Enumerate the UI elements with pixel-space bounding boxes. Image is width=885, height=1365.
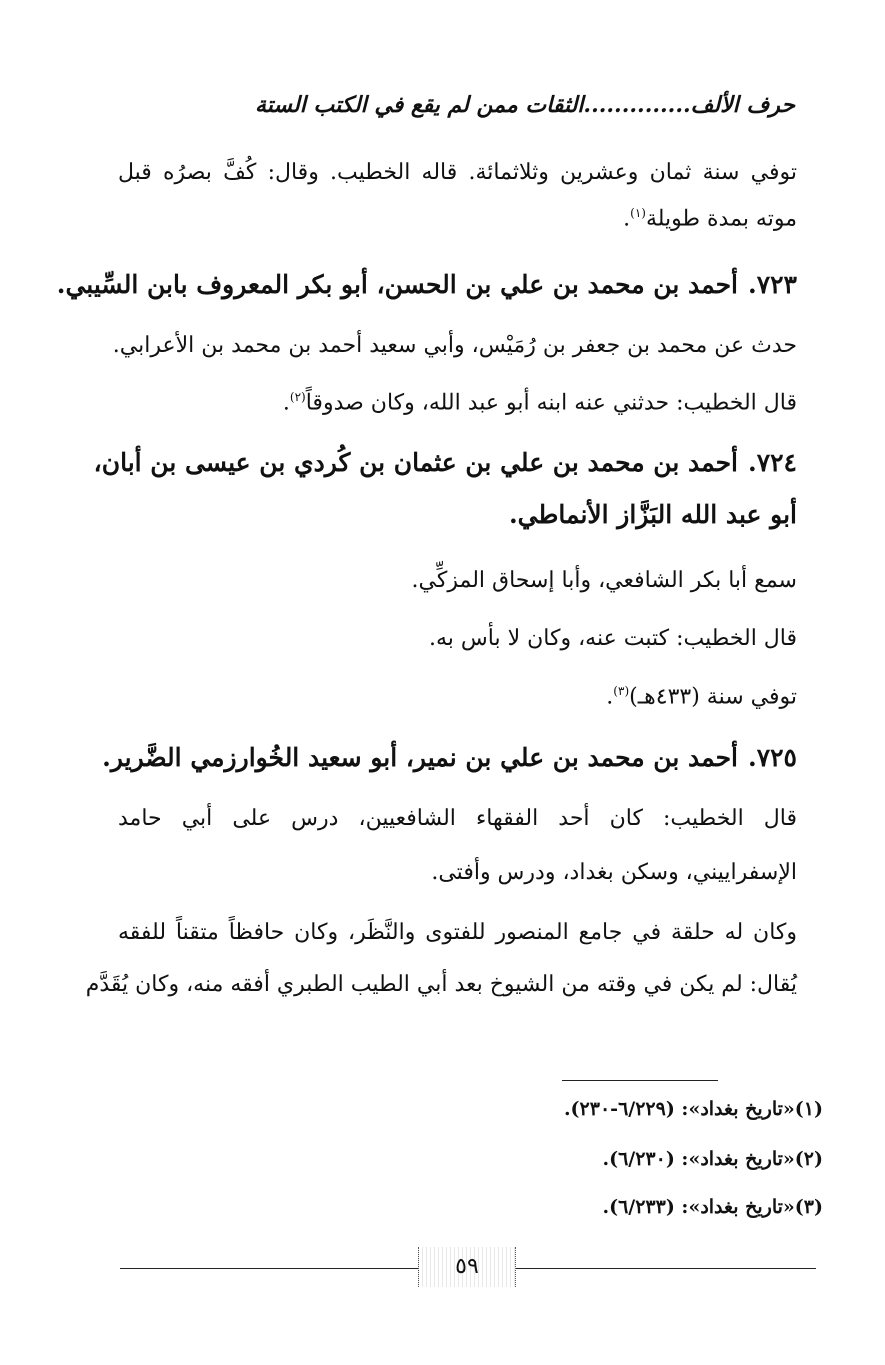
intro-line-2-end: . xyxy=(623,206,631,232)
footnote-separator xyxy=(562,1080,718,1081)
entry-723-line-1: حدث عن محمد بن جعفر بن رُمَيْس، وأبي سعيد أحمد بن محمد بن الأعرابي. xyxy=(112,333,797,358)
footnote-3: (٣)«تاريخ بغداد»: (٦/٢٣٣). xyxy=(602,1196,823,1218)
entry-number: ٧٢٥. xyxy=(747,743,797,772)
entry-724-line-2: قال الخطيب: كتبت عنه، وكان لا بأس به. xyxy=(429,626,797,651)
entry-724-line-1: سمع أبا بكر الشافعي، وأبا إسحاق المزكِّي. xyxy=(411,568,797,593)
bottom-rule-right xyxy=(514,1268,816,1269)
entry-title: أحمد بن محمد بن علي بن الحسن، أبو بكر المعروف بابن السِّيبي. xyxy=(56,270,738,299)
intro-line-2 xyxy=(118,206,797,233)
entry-725-line-2: الإسفراييني، وسكن بغداد، ودرس وأفتى. xyxy=(431,860,797,885)
entry-title-line-1: أحمد بن محمد بن علي بن عثمان بن كُردي بن عيسى بن أبان، xyxy=(93,448,738,477)
entry-title: أحمد بن محمد بن علي بن نمير، أبو سعيد الخُوارزمي الضَّرير. xyxy=(102,743,738,772)
footnote-ref-1: (١) xyxy=(630,206,646,220)
entry-725-line-4: يُقال: لم يكن في وقته من الشيوخ بعد أبي الطيب الطبري أفقه منه، وكان يُقَدَّم xyxy=(85,972,797,997)
entry-723-line-2: قال الخطيب: حدثني عنه ابنه أبو عبد الله، وكان صدوقاً$^{(٢)}$. xyxy=(282,390,797,416)
header-chapter: حرف الألف xyxy=(690,92,795,118)
intro-line-1: توفي سنة ثمان وعشرين وثلاثمائة. قاله الخطيب. وقال: كُفَّ بصرُه قبل xyxy=(118,160,797,185)
footnote-1: (١)«تاريخ بغداد»: (٦/٢٢٩-٢٣٠). xyxy=(563,1098,823,1120)
entry-724-line-3: توفي سنة (٤٣٣هـ)$^{(٣)}$. xyxy=(606,684,797,710)
footnote-ref-3: (٣) xyxy=(613,684,630,698)
page-number: ٥٩ xyxy=(418,1247,516,1287)
entry-724-title-line-2: أبو عبد الله البَزَّاز الأنماطي. xyxy=(508,500,797,529)
header-book-title: الثقات ممن لم يقع في الكتب الستة xyxy=(254,92,584,118)
footnote-ref-2: (٢) xyxy=(289,390,306,404)
intro-line-2-text: موته بمدة طويلة xyxy=(645,206,797,232)
bottom-rule-left xyxy=(120,1268,418,1269)
entry-number: ٧٢٤. xyxy=(747,448,797,477)
running-header xyxy=(140,92,795,118)
entry-number: ٧٢٣. xyxy=(747,270,797,299)
entry-heading-723 xyxy=(56,270,797,300)
footnote-2: (٢)«تاريخ بغداد»: (٦/٢٣٠). xyxy=(602,1148,823,1170)
entry-heading-725 xyxy=(102,743,797,773)
entry-724-line-3-text: توفي سنة (٤٣٣هـ) xyxy=(629,684,797,710)
header-dots: .............. xyxy=(583,92,691,118)
entry-725-line-3: وكان له حلقة في جامع المنصور للفتوى والنَّظَر، وكان حافظاً متقناً للفقه xyxy=(118,920,797,945)
entry-723-line-2-text: قال الخطيب: حدثني عنه ابنه أبو عبد الله، وكان صدوقاً xyxy=(305,390,797,416)
entry-heading-724 xyxy=(93,448,797,478)
entry-725-line-1: قال الخطيب: كان أحد الفقهاء الشافعيين، درس على أبي حامد xyxy=(118,806,797,831)
